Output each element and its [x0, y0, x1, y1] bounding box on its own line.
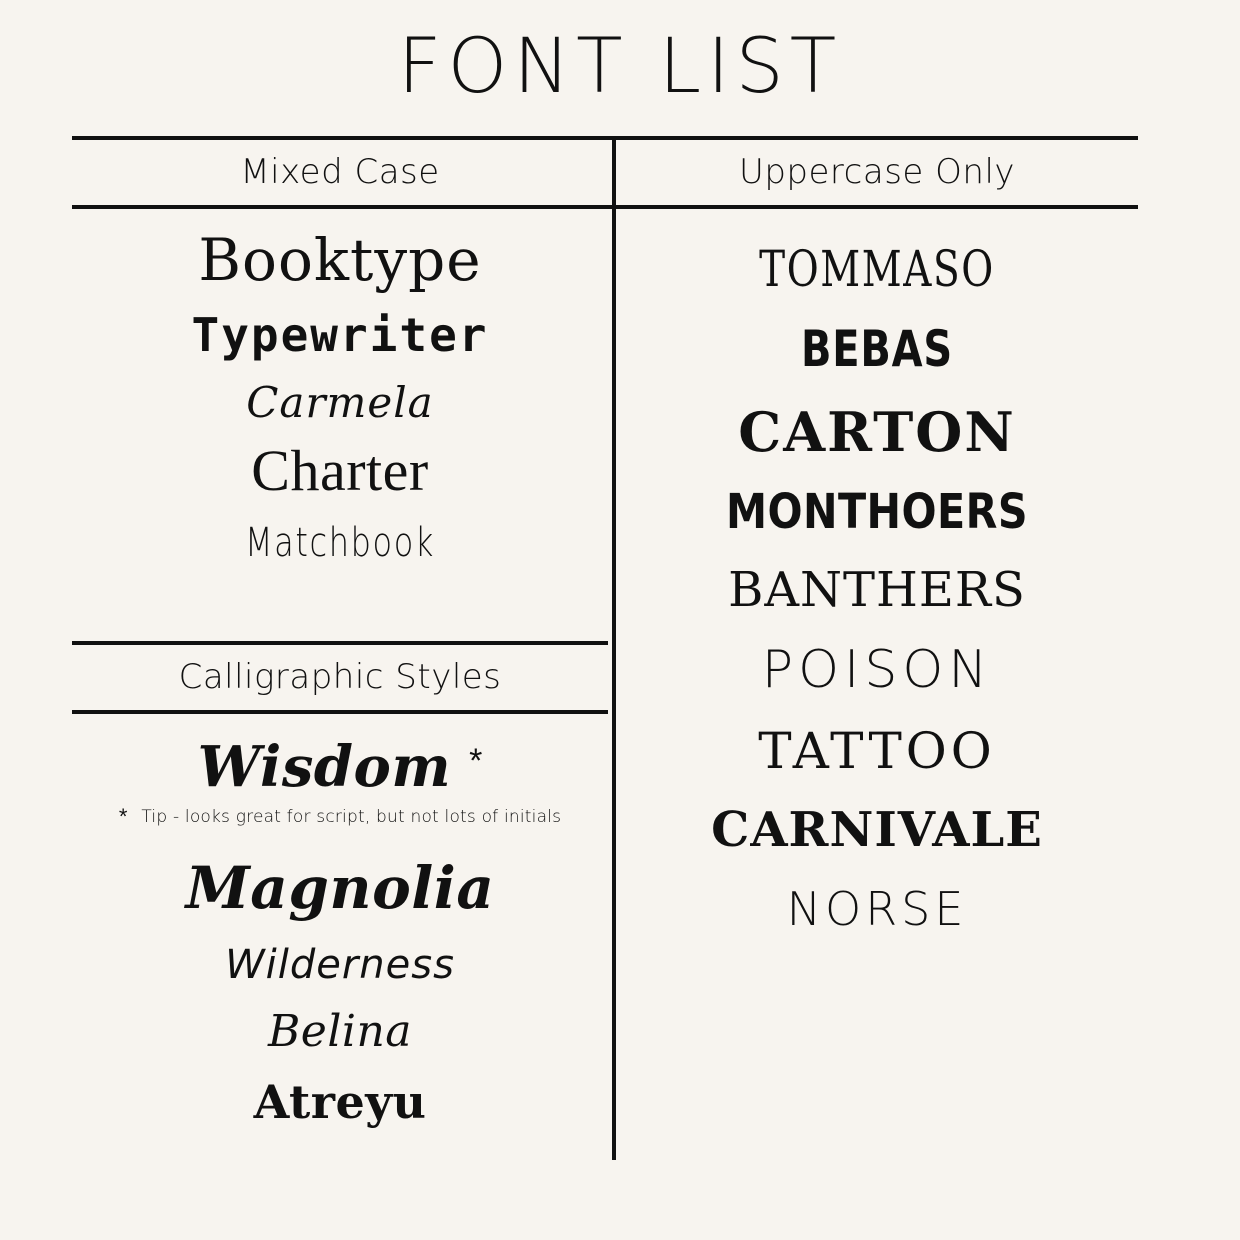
font-sample-carnivale: CARNIVALE [711, 802, 1043, 858]
font-sample-tommaso: TOMMASO [759, 240, 995, 298]
column-header-uppercase-only: Uppercase Only [738, 152, 1016, 192]
font-sample-banthers: BANTHERS [728, 562, 1026, 618]
font-sample-monthoers: MONTHOERS [725, 484, 1029, 540]
font-sample-carton: CARTON [738, 400, 1016, 464]
font-sample-norse: NORSE [786, 882, 968, 936]
font-sample-poison: POISON [761, 640, 993, 700]
font-sample-booktype: Booktype [198, 226, 482, 294]
font-sample-bebas: BEBAS [800, 320, 954, 378]
font-sample-charter: Charter [251, 438, 429, 503]
font-sample-carmela: Carmela [246, 378, 434, 427]
font-sample-typewriter: Typewriter [191, 308, 489, 362]
mixed-case-sample-list [72, 212, 608, 566]
tip-note-text: Tip - looks great for script, but not lots of initials [141, 807, 562, 827]
font-sample-wisdom-row [72, 734, 608, 800]
divider-under-headers [72, 205, 1138, 209]
tip-note-row [72, 804, 608, 830]
font-sample-wilderness: Wilderness [225, 942, 455, 988]
font-sample-belina: Belina [267, 1006, 413, 1057]
font-sample-matchbook: Matchbook [244, 520, 436, 566]
asterisk-marker: * [469, 742, 483, 780]
font-sample-tattoo: TATTOO [758, 722, 996, 780]
divider-calligraphic-bottom [72, 710, 608, 714]
font-sample-wisdom: Wisdom [197, 734, 452, 800]
divider-top [72, 136, 1138, 140]
font-sample-atreyu: Atreyu [253, 1075, 427, 1129]
column-header-mixed-case: Mixed Case [240, 152, 440, 192]
asterisk-icon: * [118, 804, 128, 829]
font-sample-magnolia: Magnolia [185, 854, 495, 922]
divider-calligraphic-top [72, 641, 608, 645]
uppercase-sample-list [616, 232, 1138, 936]
calligraphic-sample-list [72, 722, 608, 1129]
column-header-calligraphic-styles: Calligraphic Styles [178, 657, 502, 697]
page-title: FONT LIST [397, 21, 843, 110]
